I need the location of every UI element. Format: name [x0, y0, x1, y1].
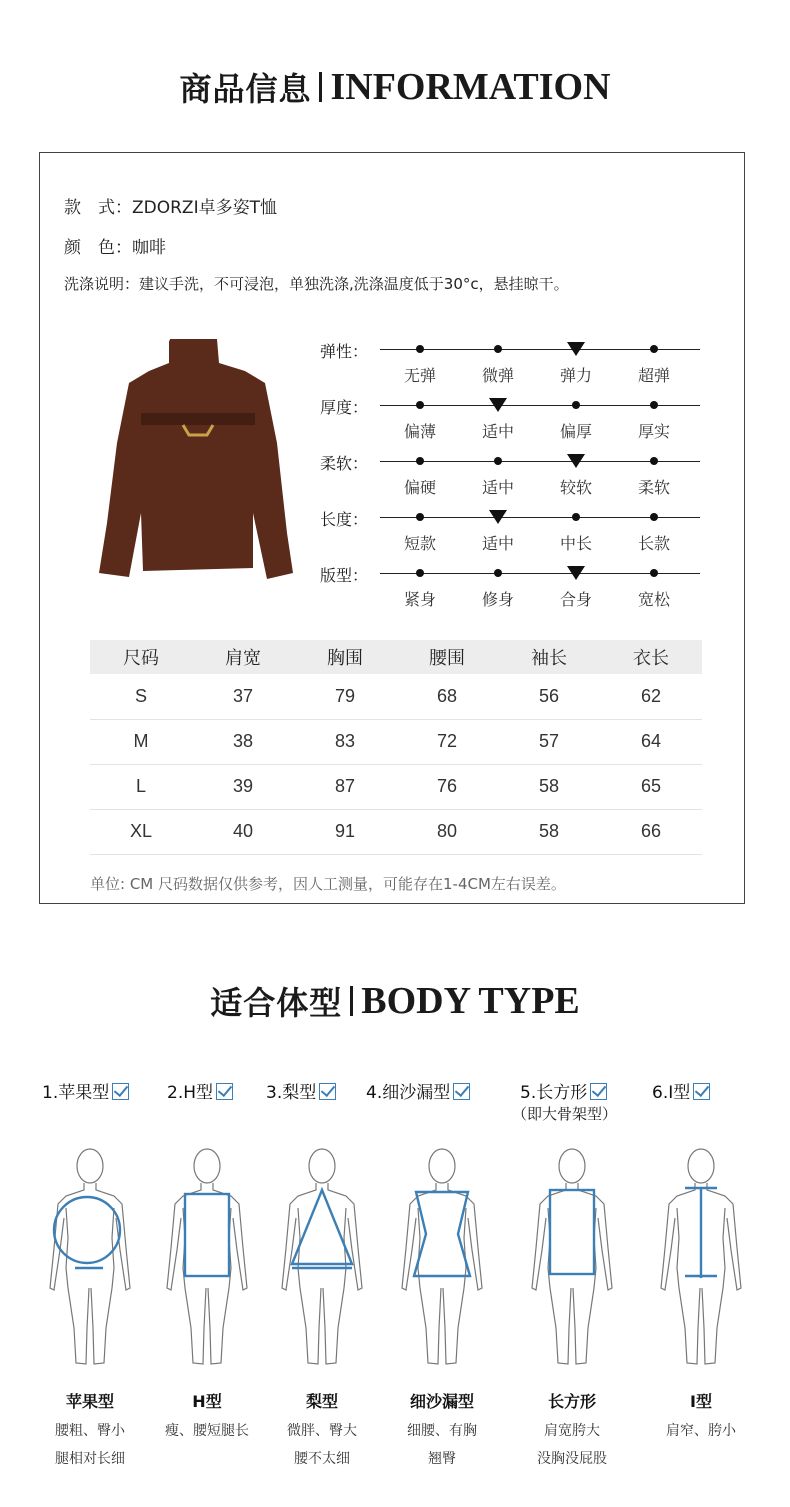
size-cell: XL	[90, 809, 192, 854]
attribute-option: 超弹	[637, 366, 670, 385]
attribute-option: 厚实	[637, 422, 670, 441]
table-row	[90, 719, 702, 764]
size-cell: 38	[192, 719, 294, 764]
size-cell: 76	[396, 764, 498, 809]
wash-line	[64, 273, 569, 294]
body-shape-outline	[54, 1197, 120, 1268]
scale-dot	[494, 569, 502, 577]
title-divider	[319, 72, 322, 102]
info-title-zh: 商品信息	[179, 70, 312, 108]
attribute-option: 偏厚	[559, 422, 592, 441]
body-type-description: 翘臀	[428, 1451, 456, 1467]
attribute-scale	[318, 451, 718, 507]
attribute-option: 弹力	[559, 366, 592, 385]
body-shape-outline	[292, 1190, 352, 1268]
body-section-title	[0, 978, 790, 1024]
size-cell: 57	[498, 719, 600, 764]
selected-marker-icon	[567, 342, 585, 356]
body-title-en: BODY TYPE	[361, 980, 580, 1022]
rectangle-subtitle: （即大骨架型）	[512, 1105, 618, 1123]
wash-label: 洗涤说明：	[64, 275, 140, 293]
body-shape-outline	[414, 1192, 470, 1276]
scale-dot	[650, 569, 658, 577]
size-column-header: 腰围	[396, 640, 498, 674]
body-type-name: H型	[192, 1392, 222, 1411]
size-cell: M	[90, 719, 192, 764]
attribute-option: 紧身	[403, 590, 436, 609]
info-title-en: INFORMATION	[330, 66, 611, 108]
style-label: 款 式：	[64, 198, 132, 218]
body-type-description: 微胖、臀大	[287, 1423, 357, 1439]
checkbox-checked-icon	[453, 1083, 470, 1100]
body-type-description: 没胸没屁股	[537, 1451, 607, 1467]
body-figure-illustration	[30, 1138, 150, 1373]
attribute-option: 柔软	[637, 478, 670, 497]
size-column-header: 袖长	[498, 640, 600, 674]
info-box	[39, 152, 745, 904]
size-cell: 40	[192, 809, 294, 854]
body-type-heading-label: 4.细沙漏型	[366, 1083, 451, 1103]
attribute-option: 合身	[559, 590, 592, 609]
attribute-label: 长度：	[320, 510, 369, 529]
size-cell: S	[90, 674, 192, 719]
body-type-name: I型	[690, 1392, 712, 1411]
body-shape-outline	[185, 1194, 229, 1276]
attribute-scale	[318, 563, 718, 619]
size-cell: 66	[600, 809, 702, 854]
size-cell: L	[90, 764, 192, 809]
size-column-header: 胸围	[294, 640, 396, 674]
checkbox-checked-icon	[216, 1083, 233, 1100]
body-type-description: 腿相对长细	[55, 1451, 125, 1467]
body-shape-outline	[685, 1188, 717, 1278]
selected-marker-icon	[567, 454, 585, 468]
attribute-label: 弹性：	[320, 342, 369, 361]
body-type-name: 梨型	[305, 1392, 338, 1411]
attribute-option: 微弹	[481, 366, 514, 385]
table-row	[90, 674, 702, 719]
checkbox-checked-icon	[319, 1083, 336, 1100]
size-column-header: 衣长	[600, 640, 702, 674]
attribute-option: 中长	[559, 534, 592, 553]
body-type-description: 肩窄、胯小	[666, 1423, 736, 1439]
body-type-heading-label: 6.I型	[652, 1083, 691, 1103]
body-type-heading	[652, 1078, 710, 1103]
scale-dot	[572, 513, 580, 521]
attribute-option: 适中	[481, 534, 514, 553]
size-cell: 87	[294, 764, 396, 809]
table-row	[90, 809, 702, 854]
selected-marker-icon	[567, 566, 585, 580]
table-row	[90, 764, 702, 809]
scale-dot	[494, 345, 502, 353]
scale-dot	[416, 345, 424, 353]
attribute-label: 厚度：	[320, 398, 369, 417]
body-type-description: 肩宽胯大	[544, 1423, 600, 1439]
size-cell: 68	[396, 674, 498, 719]
attribute-scale	[318, 395, 718, 451]
scale-dot	[494, 457, 502, 465]
attribute-option: 较软	[559, 478, 592, 497]
attribute-scale	[318, 339, 718, 395]
wash-value: 建议手洗，不可浸泡，单独洗涤,洗涤温度低于30°c，悬挂晾干。	[139, 275, 569, 293]
size-note: 单位: CM 尺码数据仅供参考，因人工测量，可能存在1-4CM左右误差。	[90, 875, 566, 893]
body-type-name: 长方形	[547, 1392, 596, 1411]
scale-dot	[416, 401, 424, 409]
checkbox-checked-icon	[112, 1083, 129, 1100]
scale-dot	[650, 513, 658, 521]
body-figure-illustration	[382, 1138, 502, 1373]
size-cell: 58	[498, 764, 600, 809]
attribute-option: 修身	[481, 590, 514, 609]
attribute-option: 短款	[403, 534, 436, 553]
attribute-option: 长款	[637, 534, 670, 553]
size-cell: 37	[192, 674, 294, 719]
body-type-heading-label: 2.H型	[167, 1083, 214, 1103]
size-cell: 58	[498, 809, 600, 854]
title-divider	[350, 986, 353, 1016]
color-value: 咖啡	[132, 238, 166, 258]
size-cell: 80	[396, 809, 498, 854]
size-table	[90, 640, 702, 855]
size-cell: 72	[396, 719, 498, 764]
body-type-heading	[42, 1078, 129, 1103]
checkbox-checked-icon	[590, 1083, 607, 1100]
body-type-heading-label: 5.长方形	[520, 1083, 588, 1103]
size-cell: 65	[600, 764, 702, 809]
body-type-heading	[167, 1078, 233, 1103]
style-line	[64, 193, 277, 218]
selected-marker-icon	[489, 398, 507, 412]
body-type-heading	[366, 1078, 470, 1103]
size-cell: 39	[192, 764, 294, 809]
body-figure-illustration	[262, 1138, 382, 1373]
color-label: 颜 色：	[64, 238, 132, 258]
body-type-description: 瘦、腰短腿长	[165, 1423, 249, 1439]
size-cell: 91	[294, 809, 396, 854]
attribute-scale	[318, 507, 718, 563]
body-shape-outline	[550, 1190, 594, 1274]
body-type-description: 腰不太细	[294, 1451, 350, 1467]
scale-dot	[650, 401, 658, 409]
size-cell: 83	[294, 719, 396, 764]
size-cell: 64	[600, 719, 702, 764]
attribute-option: 宽松	[637, 590, 670, 609]
body-title-zh: 适合体型	[210, 984, 343, 1022]
attribute-option: 适中	[481, 422, 514, 441]
attribute-option: 偏硬	[403, 478, 436, 497]
body-type-heading-label: 1.苹果型	[42, 1083, 110, 1103]
info-section-title	[0, 64, 790, 110]
size-cell: 62	[600, 674, 702, 719]
product-sweater-image	[95, 333, 305, 583]
size-cell: 56	[498, 674, 600, 719]
scale-dot	[416, 513, 424, 521]
size-cell: 79	[294, 674, 396, 719]
body-figure-illustration	[147, 1138, 267, 1373]
scale-dot	[416, 457, 424, 465]
selected-marker-icon	[489, 510, 507, 524]
attribute-label: 版型：	[320, 566, 369, 585]
body-type-description: 细腰、有胸	[407, 1423, 477, 1439]
attribute-option: 偏薄	[403, 422, 436, 441]
body-type-heading	[520, 1078, 607, 1103]
attribute-label: 柔软：	[320, 454, 369, 473]
body-type-name: 细沙漏型	[409, 1392, 474, 1411]
body-type-heading-label: 3.梨型	[266, 1083, 317, 1103]
size-column-header: 尺码	[90, 640, 192, 674]
scale-dot	[572, 401, 580, 409]
size-table-header	[90, 640, 702, 674]
scale-dot	[650, 457, 658, 465]
color-line	[64, 233, 166, 258]
body-type-description: 腰粗、臀小	[55, 1423, 125, 1439]
body-figure-illustration	[641, 1138, 761, 1373]
body-figure-illustration	[512, 1138, 632, 1373]
body-type-heading	[266, 1078, 336, 1103]
checkbox-checked-icon	[693, 1083, 710, 1100]
body-type-name: 苹果型	[65, 1392, 114, 1411]
style-value: ZDORZI卓多姿T恤	[132, 198, 277, 218]
size-column-header: 肩宽	[192, 640, 294, 674]
scale-dot	[650, 345, 658, 353]
scale-dot	[416, 569, 424, 577]
attribute-option: 适中	[481, 478, 514, 497]
attribute-option: 无弹	[403, 366, 436, 385]
